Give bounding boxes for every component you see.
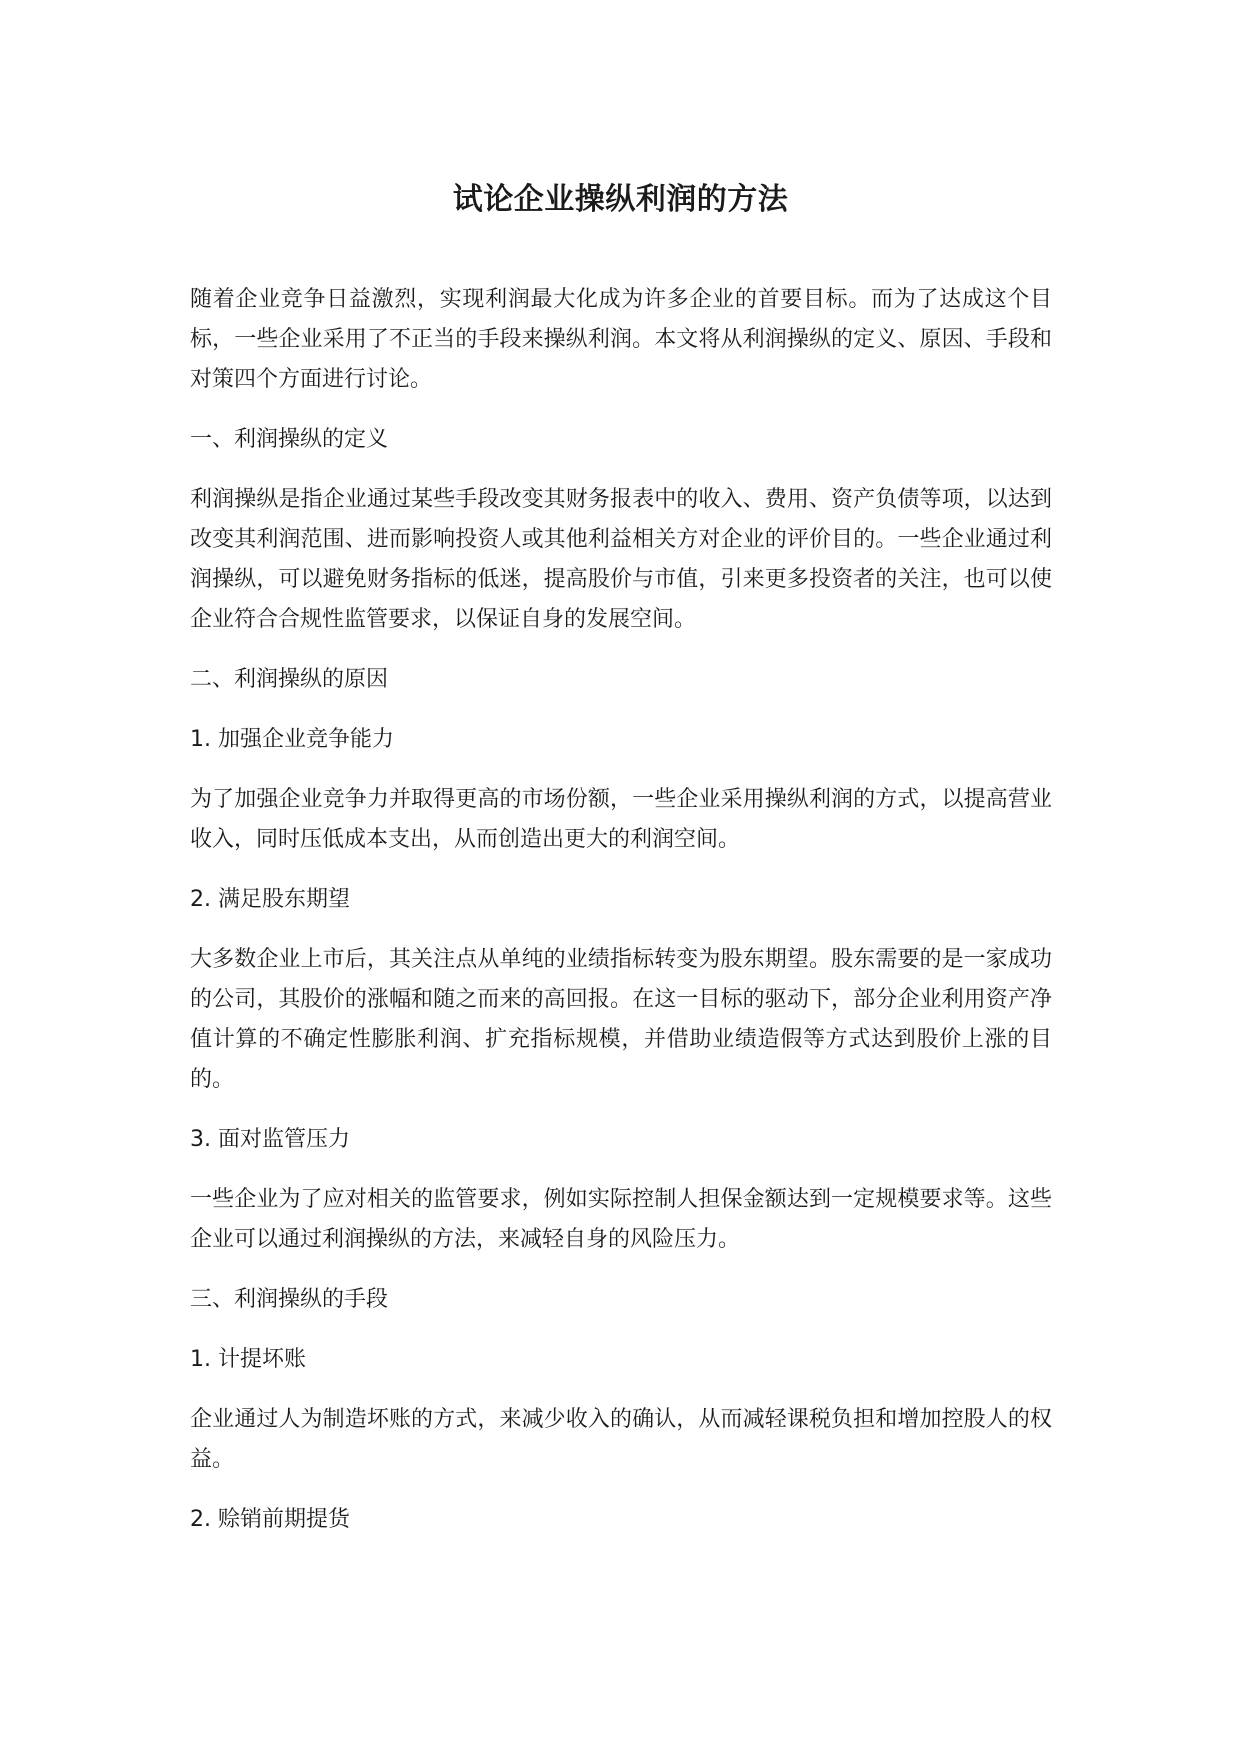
subheading-regulation: 3. 面对监管压力	[190, 1127, 350, 1152]
section-heading-reasons: 二、利润操纵的原因	[190, 667, 389, 692]
subheading-shareholders: 2. 满足股东期望	[190, 887, 350, 912]
competition-paragraph: 为了加强企业竞争力并取得更高的市场份额，一些企业采用操纵利润的方式，以提高营业收入，同时压低成本支出，从而创造出更大的利润空间。	[190, 787, 1052, 852]
regulation-paragraph: 一些企业为了应对相关的监管要求，例如实际控制人担保金额达到一定规模要求等。这些企业可以通过利润操纵的方法，来减轻自身的风险压力。	[190, 1187, 1052, 1252]
bad-debt-paragraph: 企业通过人为制造坏账的方式，来减少收入的确认，从而减轻课税负担和增加控股人的权益。	[190, 1407, 1052, 1472]
subheading-credit-sales: 2. 赊销前期提货	[190, 1507, 350, 1532]
document-body	[190, 280, 1052, 1560]
definition-paragraph: 利润操纵是指企业通过某些手段改变其财务报表中的收入、费用、资产负债等项，以达到改变其利润范围、进而影响投资人或其他利益相关方对企业的评价目的。一些企业通过利润操纵，可以避免财务指标的低迷，提高股价与市值，引来更多投资者的关注，也可以使企业符合合规性监管要求，以保证自身的发展空间。	[190, 487, 1052, 632]
document-title: 试论企业操纵利润的方法	[452, 182, 789, 217]
shareholders-paragraph: 大多数企业上市后，其关注点从单纯的业绩指标转变为股东期望。股东需要的是一家成功的公司，其股价的涨幅和随之而来的高回报。在这一目标的驱动下，部分企业利用资产净值计算的不确定性膨胀利润、扩充指标规模，并借助业绩造假等方式达到股价上涨的目的。	[190, 947, 1052, 1092]
section-heading-definition: 一、利润操纵的定义	[190, 427, 389, 452]
subheading-bad-debt: 1. 计提坏账	[190, 1347, 306, 1372]
intro-paragraph: 随着企业竞争日益激烈，实现利润最大化成为许多企业的首要目标。而为了达成这个目标，一些企业采用了不正当的手段来操纵利润。本文将从利润操纵的定义、原因、手段和对策四个方面进行讨论。	[190, 287, 1052, 392]
section-heading-methods: 三、利润操纵的手段	[190, 1287, 389, 1312]
subheading-competition: 1. 加强企业竞争能力	[190, 727, 394, 752]
